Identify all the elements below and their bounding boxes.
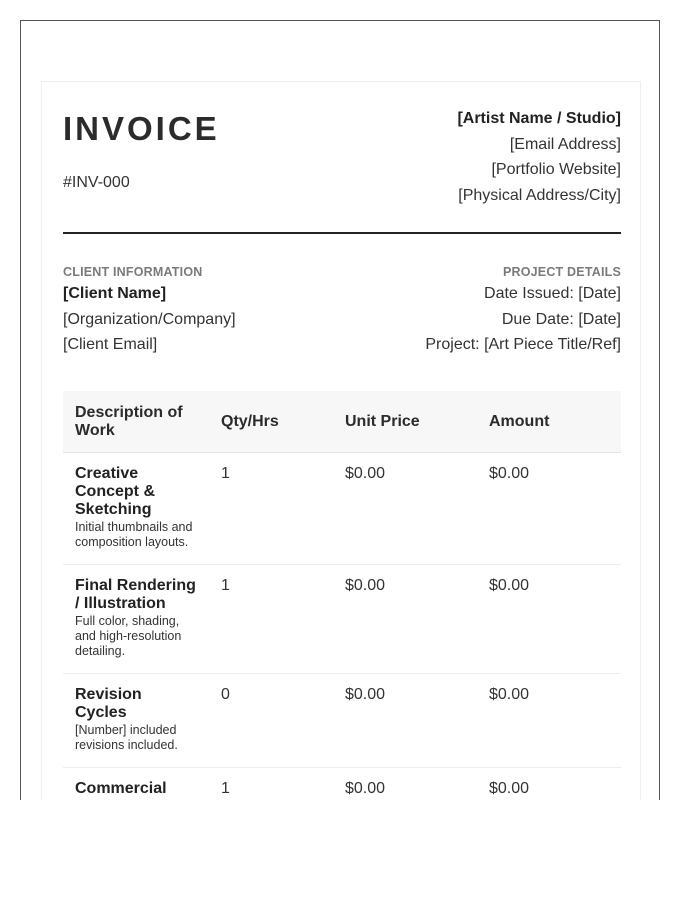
artist-address: [Physical Address/City] (458, 186, 621, 204)
cell-description (63, 674, 209, 768)
cell-unit-price: $0.00 (333, 768, 477, 801)
header-description: Description of Work (63, 391, 209, 453)
invoice-title: INVOICE (63, 110, 220, 147)
item-title: Revision Cycles (75, 686, 142, 721)
artist-name: [Artist Name / Studio] (457, 110, 621, 127)
invoice-number: #INV-000 (63, 174, 130, 191)
cell-amount: $0.00 (477, 565, 621, 674)
item-description: Initial thumbnails and composition layouts. (75, 520, 193, 549)
item-title: Final Rendering / Illustration (75, 577, 196, 612)
cell-qty: 0 (209, 674, 333, 768)
project-section-label: PROJECT DETAILS (502, 265, 621, 279)
cell-qty: 1 (209, 565, 333, 674)
artist-email: [Email Address] (509, 135, 621, 153)
date-issued: Date Issued: [Date] (484, 285, 621, 302)
client-section-label: CLIENT INFORMATION (63, 265, 203, 279)
cell-description (63, 453, 209, 565)
client-name: [Client Name] (63, 285, 167, 302)
document-viewport[interactable] (20, 20, 660, 800)
cell-qty: 1 (209, 768, 333, 801)
client-organization: [Organization/Company] (63, 310, 236, 328)
invoice-header (63, 106, 621, 234)
cell-unit-price: $0.00 (333, 674, 477, 768)
client-email: [Client Email] (63, 336, 158, 353)
invoice-page (41, 81, 641, 800)
cell-unit-price: $0.00 (333, 453, 477, 565)
project-ref: Project: [Art Piece Title/Ref] (425, 336, 621, 353)
table-row (63, 565, 621, 674)
item-description: Full color, shading, and high-resolution detailing. (75, 614, 182, 658)
artist-info (457, 106, 621, 208)
cell-description (63, 565, 209, 674)
header-amount: Amount (477, 391, 621, 453)
item-title: Commercial (75, 780, 167, 797)
info-section (63, 264, 621, 364)
header-qty: Qty/Hrs (209, 391, 333, 453)
table-row (63, 453, 621, 565)
table-header-row (63, 391, 621, 453)
header-unit-price: Unit Price (333, 391, 477, 453)
cell-amount: $0.00 (477, 674, 621, 768)
project-details (425, 264, 621, 358)
artist-website: [Portfolio Website] (491, 161, 621, 178)
line-items-table (63, 391, 621, 800)
table-row (63, 674, 621, 768)
client-information (63, 264, 236, 358)
cell-amount: $0.00 (477, 768, 621, 801)
item-description: [Number] included revisions included. (75, 723, 178, 752)
cell-description (63, 768, 209, 801)
cell-unit-price: $0.00 (333, 565, 477, 674)
cell-qty: 1 (209, 453, 333, 565)
table-row (63, 768, 621, 801)
cell-amount: $0.00 (477, 453, 621, 565)
due-date: Due Date: [Date] (501, 310, 621, 328)
item-title: Creative Concept & Sketching (75, 465, 155, 518)
